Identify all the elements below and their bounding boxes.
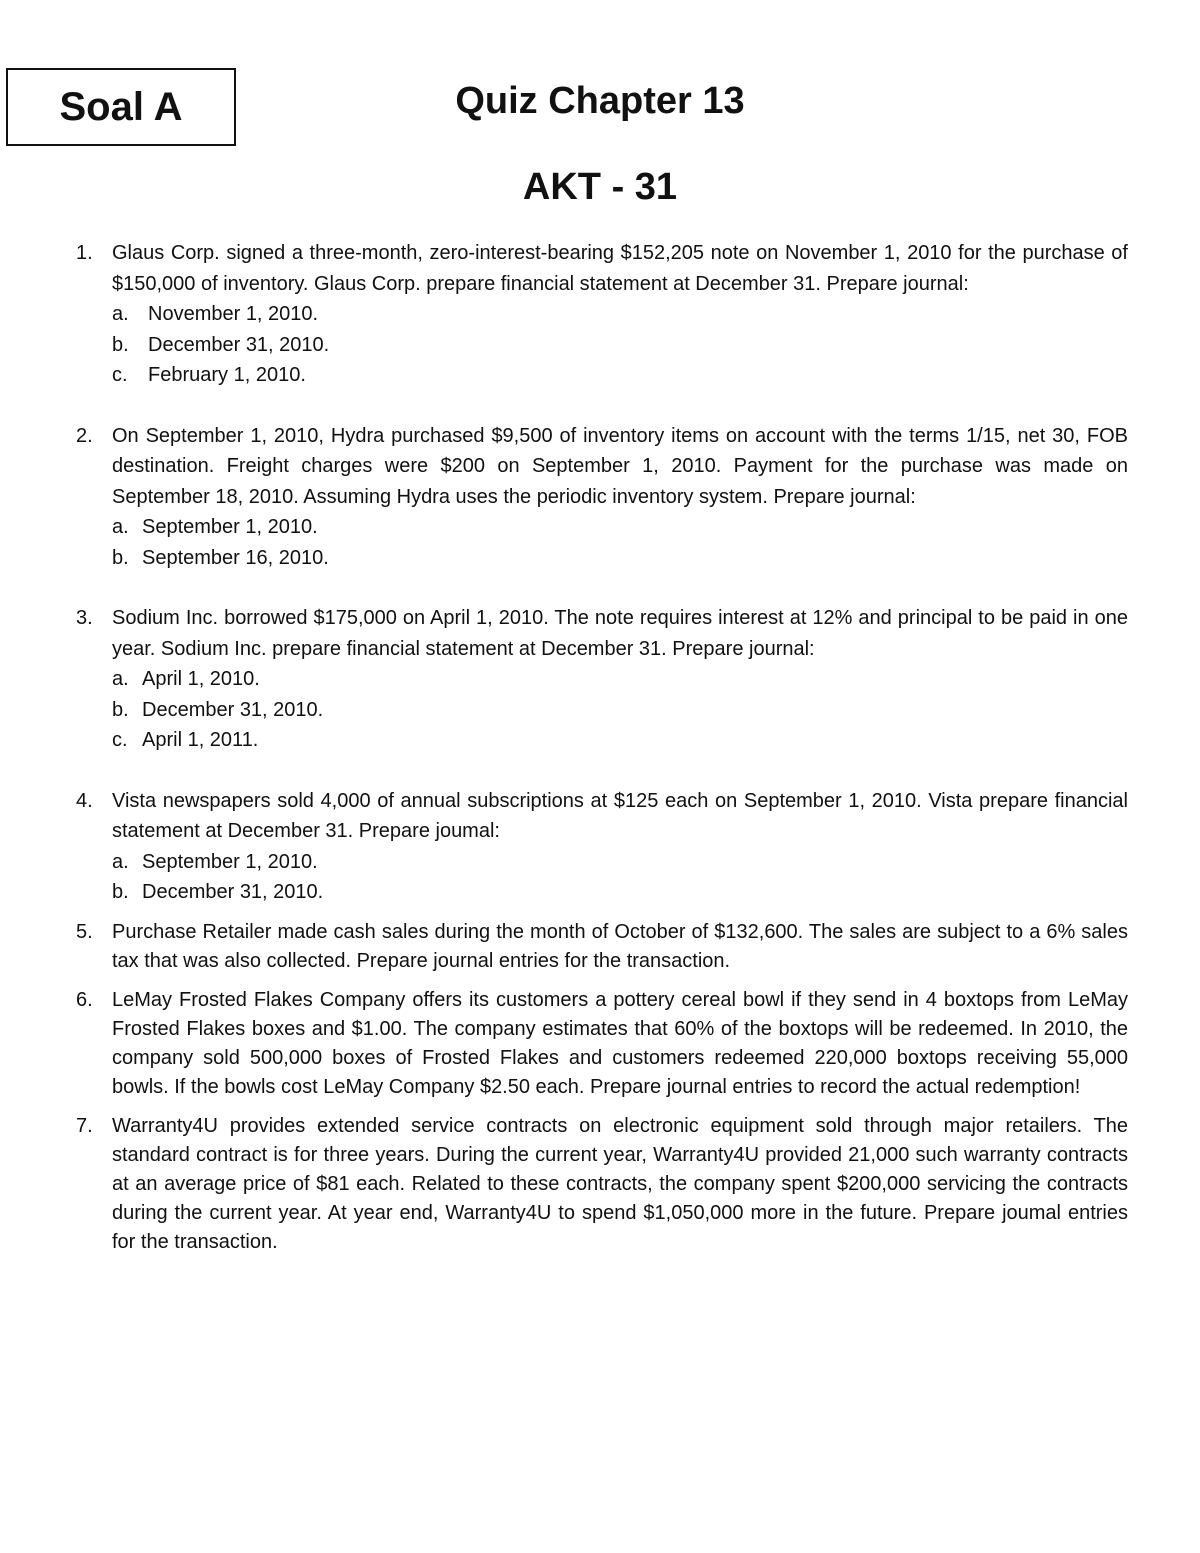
- question-number: 2.: [76, 424, 93, 447]
- sub-item: [112, 360, 1128, 391]
- question-4: [76, 786, 1128, 908]
- sub-item: [112, 330, 1128, 361]
- question-text: Glaus Corp. signed a three-month, zero-interest-bearing $152,205 note on November 1, 2010 for the purchase of $150,000 of inventory. Glaus Corp. prepare financial statement at December 31. Prepare journal:: [112, 242, 1128, 295]
- question-text: On September 1, 2010, Hydra purchased $9,500 of inventory items on account with the terms 1/15, net 30, FOB destination. Freight charges were $200 on September 1, 2010. Payment for the purchase was made on September 18, 2010. Assuming Hydra uses the periodic inventory system. Prepare journal:: [112, 424, 1128, 508]
- sub-item: [112, 847, 1128, 878]
- question-6: [76, 986, 1128, 1102]
- sub-item: [112, 512, 1128, 543]
- sub-text: September 1, 2010.: [142, 850, 318, 873]
- sub-letter: b.: [112, 333, 129, 356]
- question-7: [76, 1112, 1128, 1257]
- sub-text: February 1, 2010.: [148, 364, 306, 386]
- question-number: 6.: [76, 988, 93, 1011]
- sub-letter: a.: [112, 303, 129, 325]
- sub-text: December 31, 2010.: [148, 333, 330, 356]
- sub-letter: c.: [112, 364, 128, 386]
- sub-letter: a.: [112, 516, 129, 538]
- question-number: 7.: [76, 1114, 93, 1137]
- question-5: [76, 918, 1128, 976]
- question-number: 3.: [76, 607, 93, 629]
- soal-label: Soal A: [59, 84, 183, 129]
- sub-item: [112, 664, 1128, 695]
- sub-text: September 16, 2010.: [142, 546, 329, 569]
- sub-text: September 1, 2010.: [142, 516, 318, 538]
- sub-item: [112, 299, 1128, 330]
- question-number: 4.: [76, 789, 93, 812]
- question-2: [76, 421, 1128, 574]
- question-text: Vista newspapers sold 4,000 of annual subscriptions at $125 each on September 1, 2010. Vista prepare financial statement at December 31. Prepare joumal:: [112, 789, 1128, 842]
- sub-letter: a.: [112, 850, 129, 873]
- question-3: [76, 603, 1128, 756]
- sub-letter: b.: [112, 881, 129, 903]
- question-text: Warranty4U provides extended service contracts on electronic equipment sold through major retailers. The standard contract is for three years. During the current year, Warranty4U provided 21,000 such warranty contracts at an average price of $81 each. Related to these contracts, the company spent $200,000 servicing the contracts during the current year. At year end, Warranty4U to spend $1,050,000 more in the future. Prepare joumal entries for the transaction.: [112, 1114, 1128, 1253]
- sub-item: [112, 725, 1128, 756]
- sub-text: November 1, 2010.: [148, 303, 319, 325]
- sub-text: December 31, 2010.: [142, 881, 324, 903]
- sub-text: December 31, 2010.: [142, 698, 324, 721]
- sub-item: [112, 877, 1128, 908]
- sub-item: [112, 695, 1128, 726]
- sub-item: [112, 543, 1128, 574]
- question-list: [76, 238, 1128, 1257]
- question-text: LeMay Frosted Flakes Company offers its customers a pottery cereal bowl if they send in 4 boxtops from LeMay Frosted Flakes boxes and $1.00. The company estimates that 60% of the boxtops will be redeemed. In 2010, the company sold 500,000 boxes of Frosted Flakes and customers redeemed 220,000 boxtops receiving 55,000 bowls. If the bowls cost LeMay Company $2.50 each. Prepare journal entries to record the actual redemption!: [112, 988, 1128, 1098]
- question-number: 1.: [76, 242, 93, 264]
- sub-letter: b.: [112, 546, 129, 569]
- sub-letter: b.: [112, 698, 129, 721]
- sub-letter: a.: [112, 668, 129, 690]
- question-text: Sodium Inc. borrowed $175,000 on April 1, 2010. The note requires interest at 12% and principal to be paid in one year. Sodium Inc. prepare financial statement at December 31. Prepare journal:: [112, 607, 1128, 660]
- quiz-title: Quiz Chapter 13: [455, 80, 745, 122]
- question-1: [76, 238, 1128, 391]
- sub-text: April 1, 2011.: [142, 729, 259, 751]
- question-number: 5.: [76, 920, 93, 943]
- sub-letter: c.: [112, 729, 128, 751]
- sub-text: April 1, 2010.: [142, 668, 260, 690]
- question-text: Purchase Retailer made cash sales during the month of October of $132,600. The sales are subject to a 6% sales tax that was also collected. Prepare journal entries for the transaction.: [112, 920, 1128, 972]
- class-subtitle: AKT - 31: [522, 166, 678, 208]
